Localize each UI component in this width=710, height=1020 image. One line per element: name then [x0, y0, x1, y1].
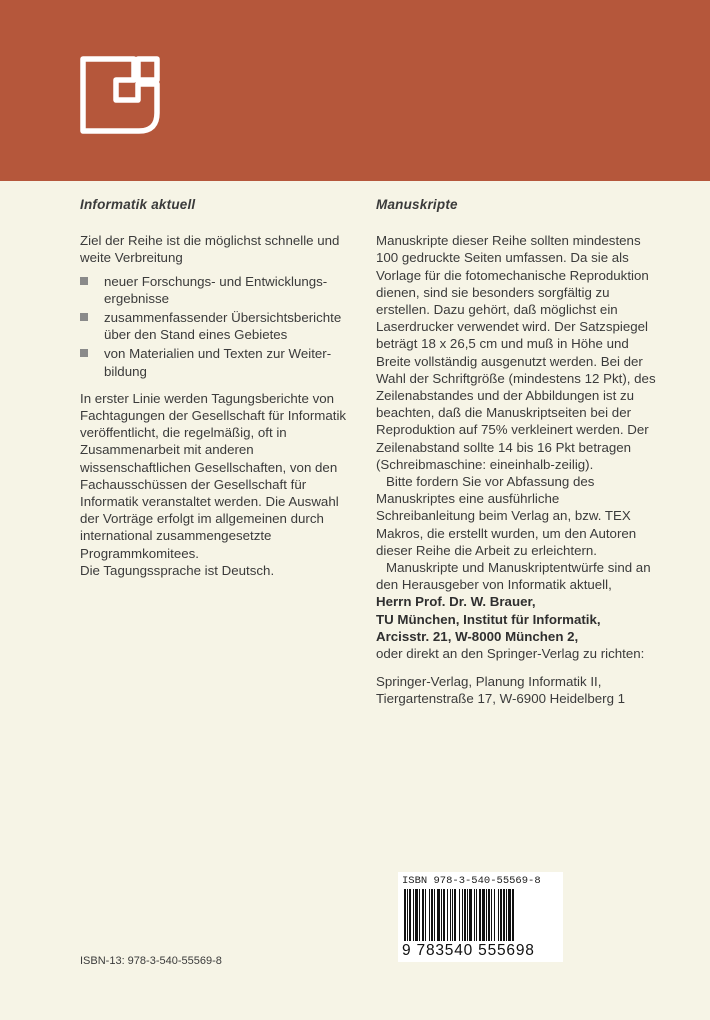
- series-body: In erster Linie werden Tagungsberichte von Fachtagungen der Gesellschaft für Informatik veröffentlicht, die regelmäßig, oft in Zusammenarbeit mit anderen wissenschaftlichen Gesellschaften, von den Fachausschüssen der Gesellschaft für Informatik veranstaltet werden. Die Auswahl der Vorträge erfolgt im allgemeinen durch international zusammengesetzte Programmkomitees.: [80, 390, 347, 561]
- conference-language: Die Tagungssprache ist Deutsch.: [80, 562, 275, 578]
- bullet-square-icon: [80, 313, 88, 321]
- address-line: Arcisstr. 21, W-8000 München 2,: [376, 628, 579, 644]
- series-intro: Ziel der Reihe ist die möglichst schnelle und weite Verbreitung: [80, 233, 340, 266]
- barcode-isbn-text: ISBN 978-3-540-55569-8: [402, 875, 541, 887]
- list-item: zusammenfassender Übersichtsberichte über den Stand eines Gebietes: [80, 309, 350, 343]
- bullet-square-icon: [80, 277, 88, 285]
- left-column: [80, 196, 350, 579]
- bullet-square-icon: [80, 349, 88, 357]
- manuscripts-paragraph-4: oder direkt an den Springer-Verlag zu richten:: [376, 646, 645, 662]
- gi-logo-icon: [80, 56, 160, 134]
- list-item: neuer Forschungs- und Entwicklungs-ergebnisse: [80, 273, 350, 307]
- manuscripts-paragraph-1: Manuskripte dieser Reihe sollten mindestens 100 gedruckte Seiten umfassen. Da sie als Vorlage für die fotomechanische Reproduktion dienen, sind sie besonders sorgfältig zu erstellen. Dazu gehört, daß möglichst ein Laserdrucker verwendet wird. Der Satzspiegel beträgt 18 x 26,5 cm und muß in Höhe und Breite vollständig ausgenutzt werden. Bei der Wahl der Schriftgröße (mindestens 12 Pkt), des Zeilenabstandes und der Abbildungen ist zu beachten, daß die Manuskriptseiten bei der Reproduktion auf 75% verkleinert werden. Der Zeilenabstand sollte 14 bis 16 Pkt betragen (Schreibmaschine: eineinhalb-zeilig).: [376, 233, 656, 472]
- address-line: Tiergartenstraße 17, W-6900 Heidelberg 1: [376, 691, 626, 707]
- address-line: Springer-Verlag, Planung Informatik II,: [376, 674, 602, 690]
- barcode: [398, 872, 563, 962]
- isbn-13: ISBN-13: 978-3-540-55569-8: [80, 955, 222, 967]
- list-item: von Materialien und Texten zur Weiter-bildung: [80, 345, 350, 379]
- right-column: [376, 196, 661, 708]
- series-goals-list: [80, 273, 350, 380]
- manuscripts-paragraph-2: Bitte fordern Sie vor Abfassung des Manuskriptes eine ausführliche Schreibanleitung beim Verlag an, bzw. TEX Makros, die erstellt wurden, um den Autoren dieser Reihe die Arbeit zu erleichtern.: [376, 474, 637, 558]
- address-line: TU München, Institut für Informatik,: [376, 611, 601, 627]
- manuscripts-heading: Manuskripte: [376, 197, 458, 212]
- barcode-bars: [404, 889, 557, 941]
- publisher-address: [376, 673, 661, 707]
- cover-header: [0, 0, 710, 181]
- address-line: Herrn Prof. Dr. W. Brauer,: [376, 594, 536, 610]
- editor-address: [376, 593, 661, 645]
- manuscripts-paragraph-3: Manuskripte und Manuskriptentwürfe sind an den Herausgeber von Informatik aktuell,: [376, 560, 651, 593]
- series-heading: Informatik aktuell: [80, 197, 196, 212]
- barcode-digits: 9 783540 555698: [402, 942, 535, 959]
